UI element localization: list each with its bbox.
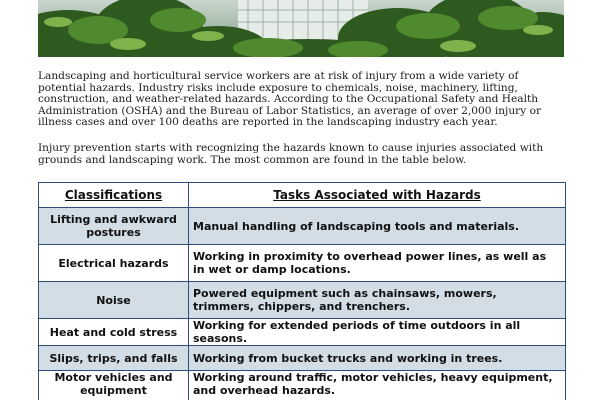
classification-cell: Heat and cold stress: [39, 319, 189, 346]
task-cell: Working in proximity to overhead power lines, as well as in wet or damp locations.: [189, 245, 566, 282]
classification-cell: Electrical hazards: [39, 245, 189, 282]
table-row: [39, 371, 566, 400]
classification-cell: Motor vehicles and equipment: [39, 371, 189, 400]
table-row: [39, 282, 566, 319]
table-row: [39, 346, 566, 371]
greenhouse-photo: [38, 0, 564, 57]
task-cell: Manual handling of landscaping tools and materials.: [189, 208, 566, 245]
table-row: [39, 319, 566, 346]
greenhouse-plants-image: [38, 0, 564, 57]
intro-paragraph-2: Injury prevention starts with recognizing the hazards known to cause injuries associated with grounds and landscaping work. The most common are found in the table below.: [38, 142, 544, 166]
header-classifications: Classifications: [39, 183, 189, 208]
table-row: [39, 245, 566, 282]
classification-cell: Noise: [39, 282, 189, 319]
classification-cell: Lifting and awkward postures: [39, 208, 189, 245]
header-tasks: Tasks Associated with Hazards: [189, 183, 566, 208]
task-cell: Working for extended periods of time outdoors in all seasons.: [189, 319, 566, 346]
task-cell: Working from bucket trucks and working in trees.: [189, 346, 566, 371]
hazards-table: [38, 182, 566, 400]
table-row: [39, 208, 566, 245]
task-cell: Working around traffic, motor vehicles, heavy equipment, and overhead hazards.: [189, 371, 566, 400]
table-header-row: [39, 183, 566, 208]
task-cell: Powered equipment such as chainsaws, mowers, trimmers, chippers, and trenchers.: [189, 282, 566, 319]
classification-cell: Slips, trips, and falls: [39, 346, 189, 371]
intro-paragraph-1: Landscaping and horticultural service workers are at risk of injury from a wide variety of potential hazards. Industry risks include exposure to chemicals, noise, machinery, lifting, construction, and weather-related hazards. According to the Occupational Safety and Health Administration (OSHA) and the Bureau of Labor Statistics, an average of over 2,000 injury or illness cases and over 100 deaths are reported in the landscaping industry each year.: [38, 70, 542, 129]
